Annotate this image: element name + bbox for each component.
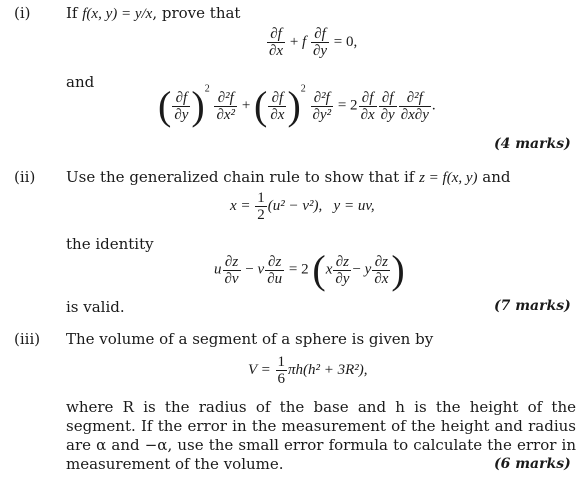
and-word: and [66, 73, 95, 91]
identity-equation: u $\frac{\partial z}{\partial v}$ − v $\frac{\partial z}{\partial u}$ = 2 (x $\frac{\partial z}{\partial y}$ − y $\frac{\partial z}{\partial x}$ ) [214, 247, 405, 292]
volume-equation: V = $\frac{1}{6}$ πh(h² + 3R²), [248, 354, 368, 387]
identity-label: the identity [66, 235, 154, 253]
part-i-intro [66, 4, 240, 23]
intro-text: Use the generalized chain rule to show that if [66, 168, 415, 186]
v-eq: V = [248, 362, 271, 378]
part-iii-intro: The volume of a segment of a sphere is given by [66, 330, 434, 348]
intro-fxy: f(x, y) = y/x [82, 6, 153, 22]
part-ii-intro [66, 168, 511, 187]
frac-df-dx: $\frac{\partial f}{\partial x}$ [269, 26, 284, 59]
equation-1: $\frac{\partial f}{\partial x}$ + f $\frac{\partial f}{\partial y}$ = 0, [269, 26, 358, 59]
part-ii-label: (ii) [14, 168, 36, 186]
part-i-marks: (4 marks) [494, 136, 571, 152]
part-iii-paragraph: where R is the radius of the base and h is the height of the segment. If the error in the measurement of the height and radius are α and −α, use the small error formula to calculate the error in measurement of the volume. [66, 398, 576, 473]
x-expr: (u² − v²), [267, 198, 323, 214]
eq2-coef: = 2 [337, 97, 358, 114]
part-i-label: (i) [14, 4, 31, 22]
v-expr: πh(h² + 3R²), [288, 362, 368, 378]
intro-prefix: If [66, 4, 78, 22]
part-iii-marks: (6 marks) [494, 456, 571, 472]
eq-two: = 2 [288, 261, 309, 278]
intro-suffix: , prove that [152, 4, 241, 22]
eq1-rhs: = 0, [333, 34, 358, 50]
frac-df-dy: $\frac{\partial f}{\partial y}$ [312, 26, 328, 59]
part-ii-marks: (7 marks) [494, 298, 571, 314]
equation-2: ( $\frac{\partial f}{\partial y}$ )$^2$ $\frac{\text{∂²f}}{\text{∂x²}}$ + ( $\frac{\partial f}{\partial x}$ )$^2$ $\frac{\text{∂²f}}{\text{∂y²}}$ = 2 $\frac{\partial f}{\partial x}$ $\frac{\partial f}{\partial y}$ $\frac{\text{∂²f}}{\partial x\partial y}$ . [158, 83, 436, 128]
y-eq: y = uv, [333, 198, 375, 214]
x-y-definitions: x = $\frac{1}{2}$ (u² − v²), y = uv, [230, 190, 375, 223]
intro-math: z = f(x, y) [419, 170, 478, 186]
part-iii-label: (iii) [14, 330, 41, 348]
x-eq: x = [230, 198, 251, 214]
valid-text: is valid. [66, 298, 125, 316]
intro-end: and [482, 168, 511, 186]
